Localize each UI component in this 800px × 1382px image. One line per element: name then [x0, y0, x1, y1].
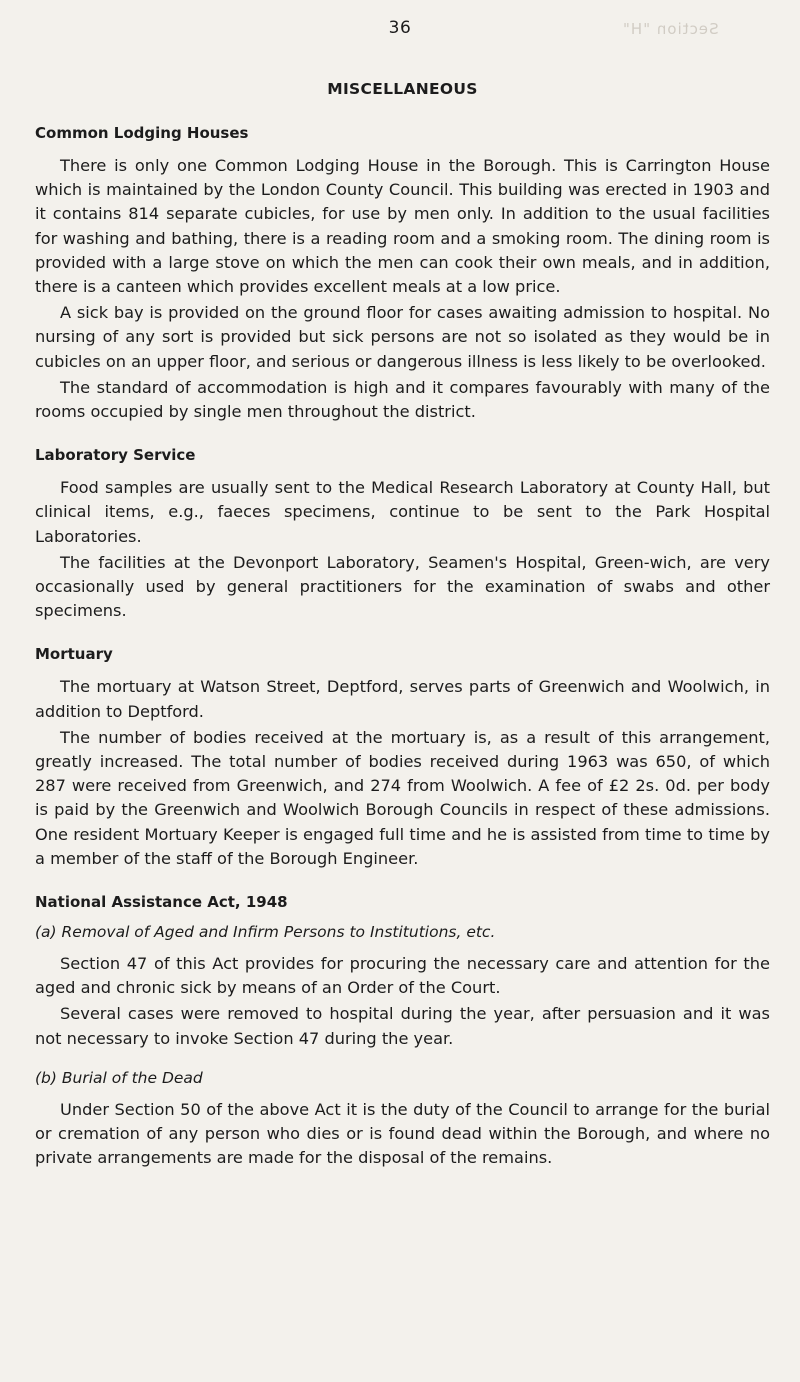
section-heading: Laboratory Service: [35, 446, 196, 465]
paragraph: Section 47 of this Act provides for procuring the necessary care and attention for the aged and chronic sick by means of an Order of the Court.: [35, 954, 770, 998]
section-common-lodging-houses: [35, 124, 770, 424]
paragraph: There is only one Common Lodging House in the Borough. This is Carrington House which is maintained by the London County Council. This building was erected in 1903 and it contains 814 separate cubicles, for use by men only. In addition to the usual facilities for washing and bathing, there is a reading room and a smoking room. The dining room is provided with a large stove on which the men can cook their own meals, and in addition, there is a canteen which provides excellent meals at a low price.: [35, 156, 770, 297]
section-mortuary: [35, 645, 770, 871]
subsection-heading: (b) Burial of the Dead: [35, 1068, 203, 1087]
page-number: 36: [388, 18, 412, 38]
paragraph: The standard of accommodation is high and it compares favourably with many of the rooms occupied by single men throughout the district.: [35, 377, 770, 422]
subsection-removal: [35, 923, 770, 1051]
page-title: MISCELLANEOUS: [327, 80, 478, 98]
section-heading: Mortuary: [35, 645, 113, 664]
section-heading: Common Lodging Houses: [35, 124, 249, 142]
paragraph: A sick bay is provided on the ground floor for cases awaiting admission to hospital. No nursing of any sort is provided but sick persons are not so isolated as they would be in cubicles on an upper floor, and serious or dangerous illness is less likely to be overlooked.: [35, 303, 770, 371]
paragraph: Under Section 50 of the above Act it is the duty of the Council to arrange for the burial or cremation of any person who dies or is found dead within the Borough, and where no private arrangements are made for the disposal of the remains.: [35, 1099, 770, 1168]
section-laboratory-service: [35, 446, 770, 623]
section-heading: National Assistance Act, 1948: [35, 893, 288, 912]
paragraph: The facilities at the Devonport Laboratory, Seamen's Hospital, Green-wich, are very occasionally used by general practitioners for the examination of swabs and other specimens.: [35, 552, 770, 621]
bleed-through-text: Section "H": [622, 20, 719, 38]
paragraph: Food samples are usually sent to the Medical Research Laboratory at County Hall, but clinical items, e.g., faeces specimens, continue to be sent to the Park Hospital Laboratories.: [35, 478, 770, 546]
paragraph: The mortuary at Watson Street, Deptford, serves parts of Greenwich and Woolwich, in addition to Deptford.: [35, 677, 770, 721]
paragraph: The number of bodies received at the mortuary is, as a result of this arrangement, greatly increased. The total number of bodies received during 1963 was 650, of which 287 were received from Greenwich, and 274 from Woolwich. A fee of £2 2s. 0d. per body is paid by the Greenwich and Woolwich Borough Councils in respect of these admissions. One resident Mortuary Keeper is engaged full time and he is assisted from time to time by a member of the staff of the Borough Engineer.: [35, 727, 770, 868]
paragraph: Several cases were removed to hospital during the year, after persuasion and it was not necessary to invoke Section 47 during the year.: [35, 1004, 770, 1048]
page-content: [35, 60, 770, 1193]
subsection-heading: (a) Removal of Aged and Infirm Persons to Institutions, etc.: [35, 923, 496, 942]
subsection-burial: [35, 1069, 770, 1171]
section-national-assistance-act: [35, 893, 770, 1170]
